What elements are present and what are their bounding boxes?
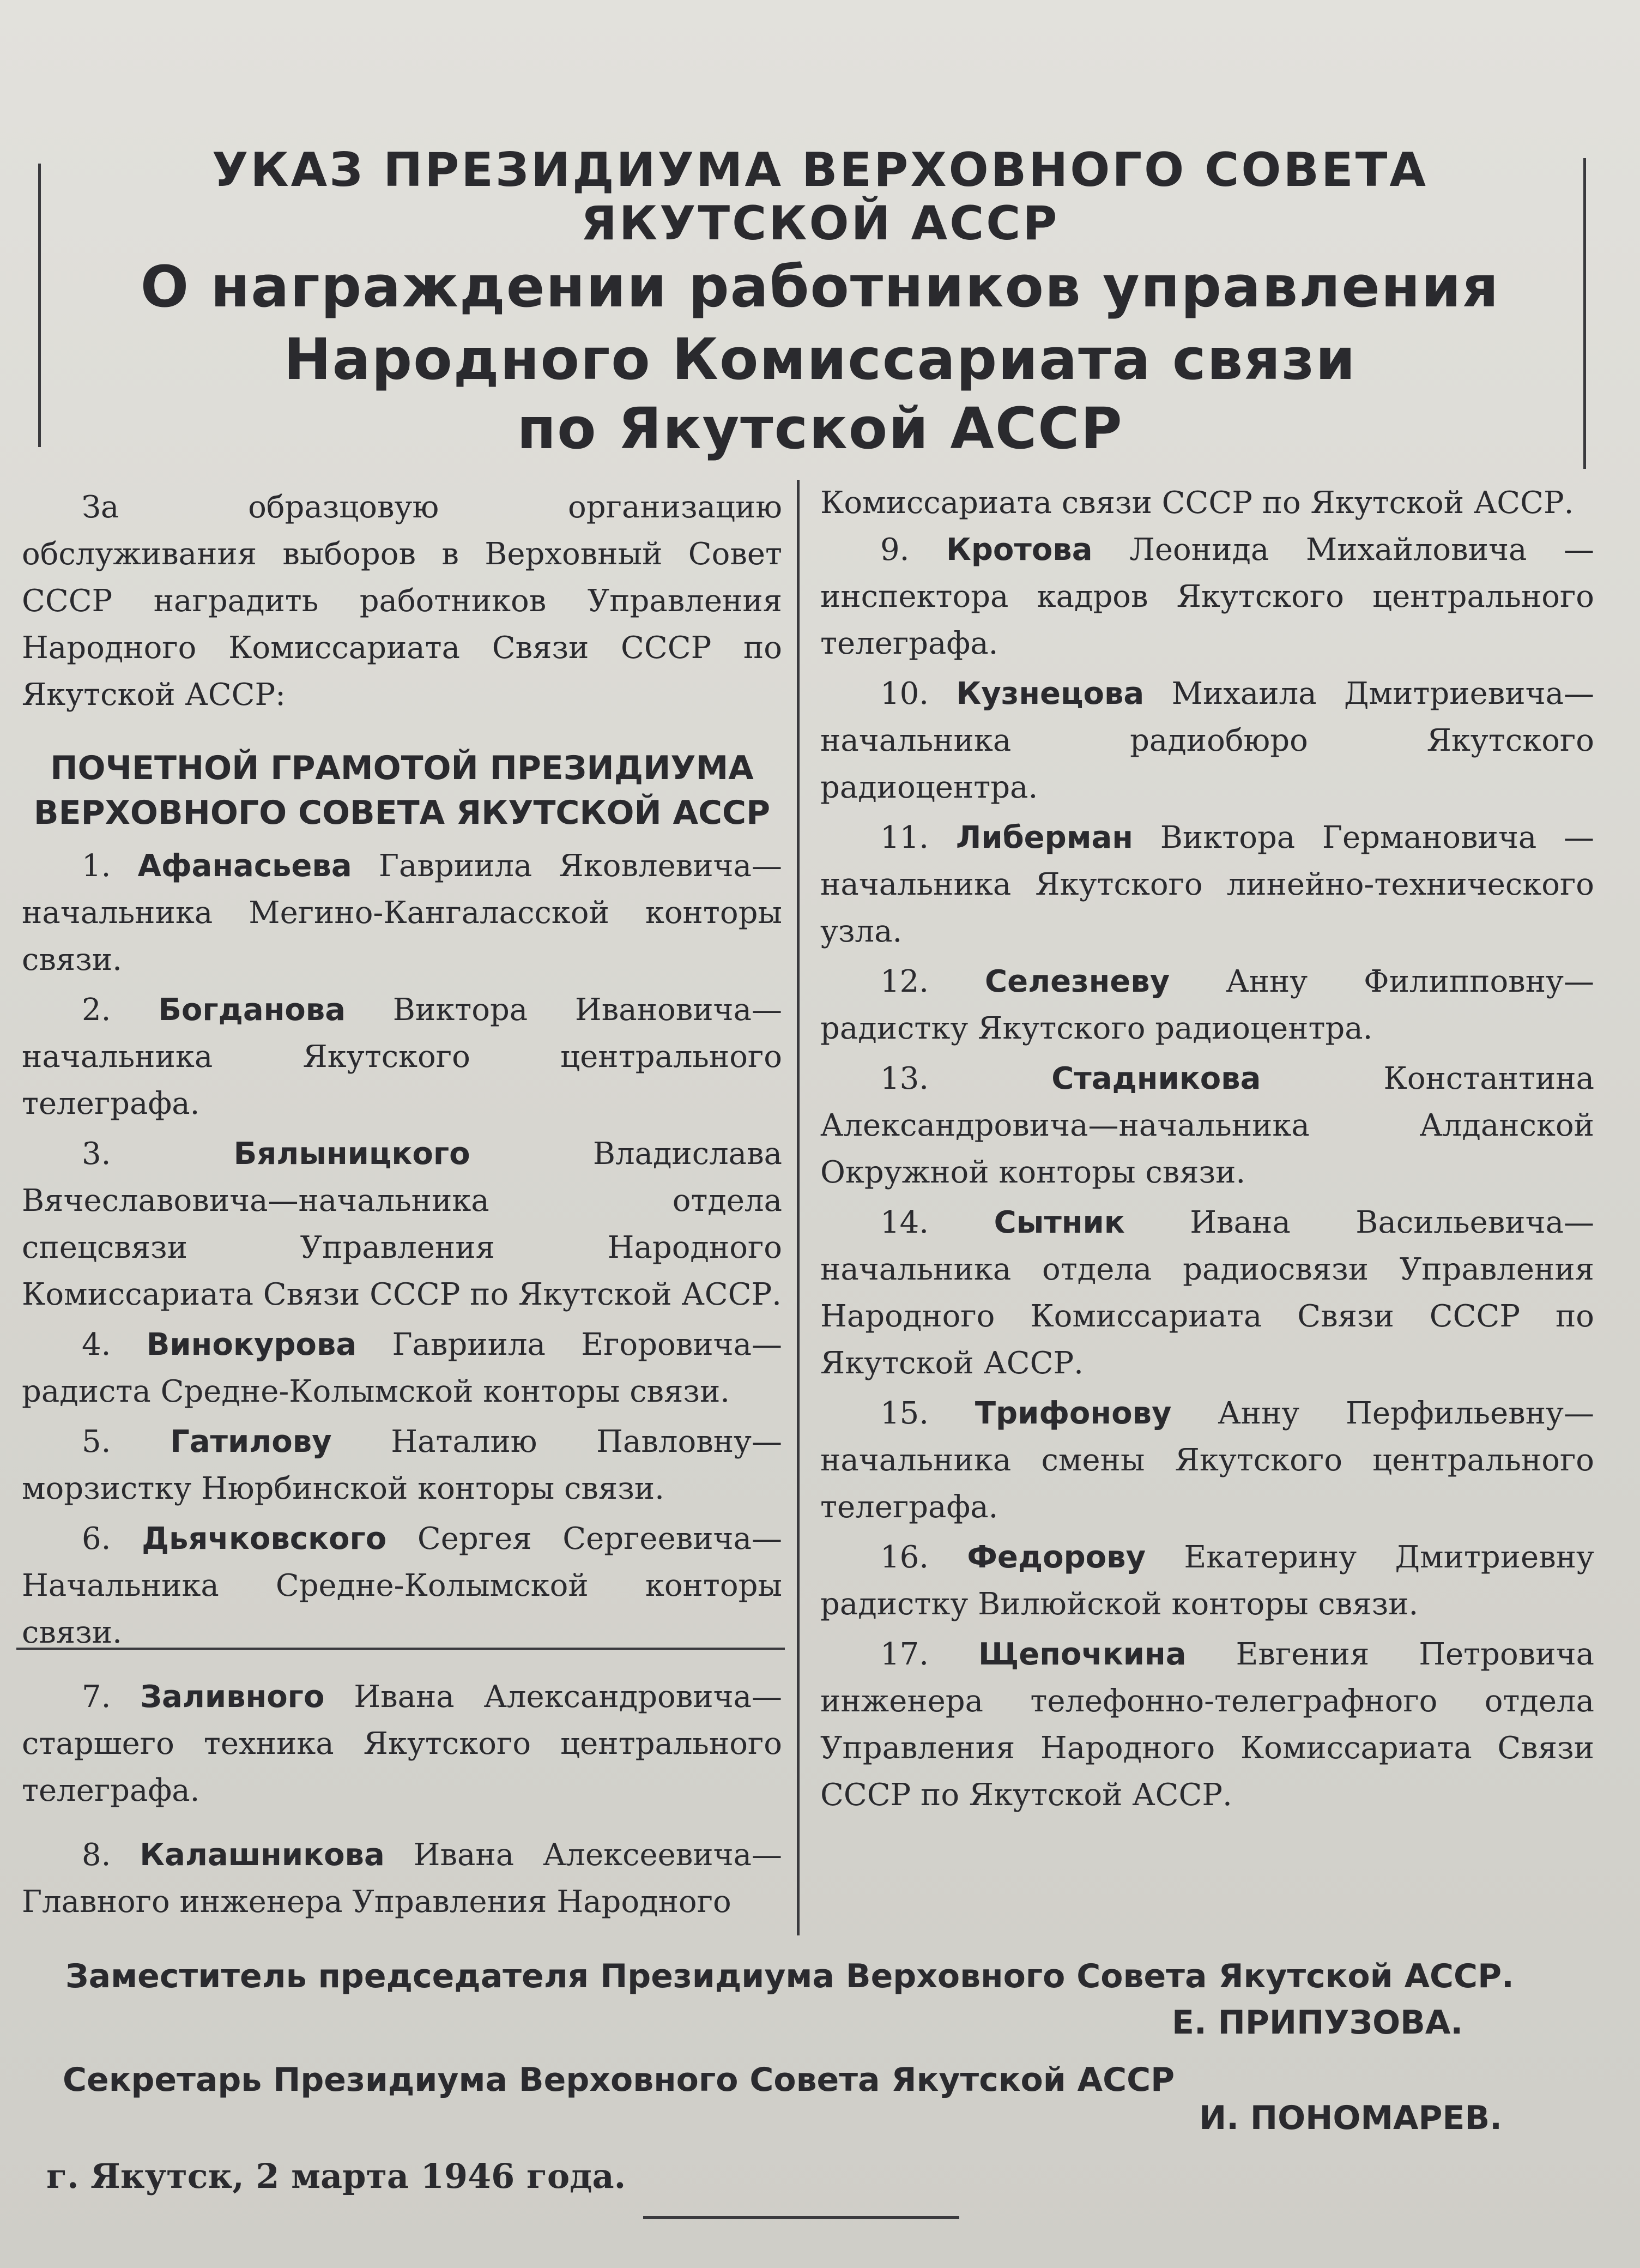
item-text: Ивана Алексеевича—Главного инженера Управления Народного (22, 1837, 782, 1920)
item-number: 16. (880, 1540, 929, 1575)
item-surname: Калашникова (140, 1837, 385, 1873)
item-surname: Винокурова (146, 1327, 357, 1362)
item-number: 12. (880, 964, 929, 999)
item-surname: Стадникова (1051, 1061, 1261, 1096)
item-text: Наталию Павловну—морзистку Нюрбинской конторы связи. (22, 1424, 782, 1506)
item-number: 10. (880, 676, 929, 711)
decree-heading-line1: УКАЗ ПРЕЗИДИУМА ВЕРХОВНОГО СОВЕТА (212, 143, 1428, 197)
secretary-name: И. ПОНОМАРЕВ. (1199, 2099, 1502, 2137)
item-surname: Сытник (994, 1205, 1125, 1240)
list-item (22, 987, 782, 1127)
item-surname: Афанасьева (137, 848, 352, 884)
item-text: Гавриила Егоровича—радиста Средне-Колымской конторы связи. (22, 1327, 782, 1409)
item-number: 17. (880, 1637, 929, 1672)
item-text: Евгения Петровича инженера телефонно-телеграфного отдела Управления Народного Комиссариата Связи СССР по Якутской АССР. (820, 1637, 1594, 1813)
item-text: Виктора Германовича — начальника Якутского линейно-технического узла. (820, 820, 1594, 949)
item-number: 9. (880, 532, 910, 568)
item-surname: Селезневу (985, 964, 1170, 999)
item-number: 14. (880, 1205, 929, 1240)
decree-heading-line2: ЯКУТСКОЙ АССР (580, 196, 1060, 251)
item-text: Сергея Сергеевича—Начальника Средне-Колымской конторы связи. (22, 1521, 782, 1650)
list-item (22, 843, 782, 984)
list-item (22, 1419, 782, 1512)
deputy-chair-title: Заместитель председателя Президиума Верховного Совета Якутской АССР. (65, 1957, 1514, 1995)
bottom-rule (643, 2216, 959, 2219)
place-and-date: г. Якутск, 2 марта 1946 года. (46, 2156, 626, 2196)
item-surname: Либерман (955, 820, 1133, 855)
item-surname: Богданова (158, 992, 346, 1028)
list-item (820, 527, 1594, 667)
list-item (22, 1516, 782, 1656)
item-text: Ивана Александровича—старшего техника Якутского центрального телеграфа. (22, 1679, 782, 1808)
item-surname: Гатилову (170, 1424, 332, 1459)
item-text: Гавриила Яковлевича—начальника Мегино-Кангаласской конторы связи. (22, 848, 782, 978)
item-text: Владислава Вячеславовича—начальника отдела спецсвязи Управления Народного Комиссариата Связи СССР по Якутской АССР. (22, 1136, 782, 1312)
list-item (820, 1390, 1594, 1531)
item-surname: Щепочкина (978, 1637, 1187, 1672)
item-surname: Дьячковского (142, 1521, 387, 1557)
item-surname: Федорову (967, 1540, 1146, 1575)
item-surname: Бялыницкого (233, 1136, 470, 1172)
decree-title-line3: по Якутской АССР (517, 395, 1123, 462)
item-text: Анну Филипповну—радистку Якутского радиоцентра. (820, 964, 1594, 1046)
item-text: Анну Перфильевну—начальника смены Якутского центрального телеграфа. (820, 1396, 1594, 1525)
decree-title-line1: О награждении работников управления (140, 254, 1500, 320)
deputy-chair-name: Е. ПРИПУЗОВА. (1172, 2004, 1463, 2042)
list-item (820, 1055, 1594, 1196)
list-item (22, 1674, 782, 1814)
left-column (22, 484, 782, 1929)
award-title: ПОЧЕТНОЙ ГРАМОТОЙ ПРЕЗИДИУМА ВЕРХОВНОГО СОВЕТА ЯКУТСКОЙ АССР (33, 749, 771, 832)
item-surname: Трифонову (975, 1396, 1172, 1431)
item-number: 2. (82, 992, 111, 1028)
item-text: Ивана Васильевича—начальника отдела радиосвязи Управления Народного Комиссариата Связи СССР по Якутской АССР. (820, 1205, 1594, 1381)
item-text: Леонида Михайловича — инспектора кадров Якутского центрального телеграфа. (820, 532, 1594, 661)
secretary-title: Секретарь Президиума Верховного Совета Якутской АССР (63, 2061, 1175, 2099)
list-item (820, 815, 1594, 955)
item-text: Константина Александровича—начальника Алданской Окружной конторы связи. (820, 1061, 1594, 1190)
item-number: 13. (880, 1061, 929, 1096)
right-column (820, 480, 1594, 1822)
list-item (22, 1322, 782, 1415)
decree-title-line2: Народного Комиссариата связи (283, 326, 1357, 393)
item-number: 3. (82, 1136, 111, 1172)
intro-paragraph: За образцовую организацию обслуживания выборов в Верховный Совет СССР наградить работников Управления Народного Комиссариата Связи СССР по Якутской АССР: (22, 490, 782, 713)
list-item (820, 671, 1594, 811)
item-surname: Кузнецова (956, 676, 1145, 711)
list-item (820, 1631, 1594, 1819)
item-text: Виктора Ивановича—начальника Якутского центрального телеграфа. (22, 992, 782, 1121)
item-number: 6. (82, 1521, 111, 1557)
item-surname: Кротова (946, 532, 1093, 568)
item-number: 4. (82, 1327, 111, 1362)
item-number: 1. (82, 848, 111, 884)
list-item (820, 1534, 1594, 1628)
item-text: Михаила Дмитриевича—начальника радиобюро Якутского радиоцентра. (820, 676, 1594, 805)
list-item (820, 1199, 1594, 1387)
list-item (820, 958, 1594, 1052)
item-number: 5. (82, 1424, 111, 1459)
item-number: 11. (880, 820, 929, 855)
item-number: 7. (82, 1679, 111, 1715)
list-item (22, 1131, 782, 1318)
item-number: 15. (880, 1396, 929, 1431)
item-number: 8. (82, 1837, 111, 1873)
column-divider (797, 480, 800, 1935)
item-text: Екатерину Дмитриевну радистку Вилюйской конторы связи. (820, 1540, 1594, 1622)
list-item (22, 1832, 782, 1926)
continuation-text: Комиссариата связи СССР по Якутской АССР. (820, 485, 1574, 521)
item-surname: Заливного (140, 1679, 325, 1715)
